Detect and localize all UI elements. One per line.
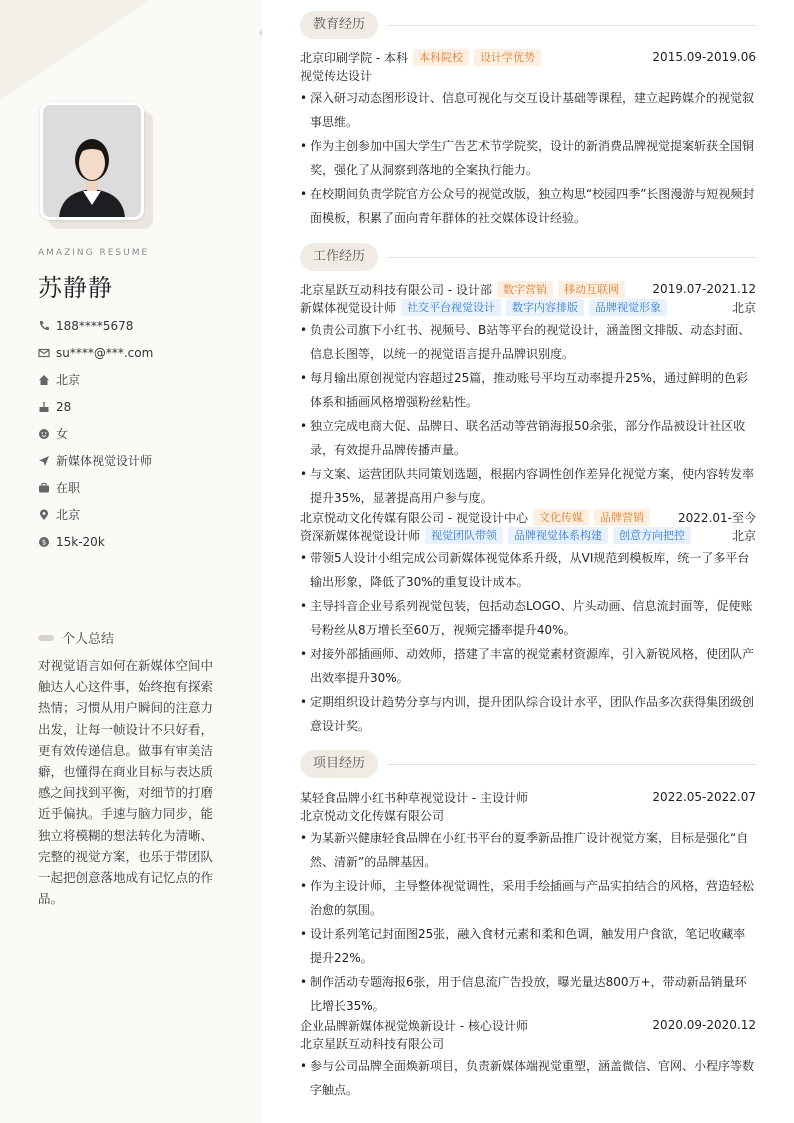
info-age-text: 28 — [56, 399, 72, 414]
school-name: 北京印刷学院 - 本科 — [300, 50, 408, 65]
company-tag: 文化传媒 — [533, 509, 589, 526]
job-date: 2022.01-至今 — [678, 510, 756, 525]
info-age — [38, 393, 153, 420]
contact-info-list — [38, 312, 153, 555]
list-item: • 定期组织设计趋势分享与内训，提升团队综合设计水平，团队作品多次获得集团级创意设计奖。 — [300, 690, 756, 738]
company-tag: 品牌营销 — [594, 509, 650, 526]
info-gender-text: 女 — [56, 427, 69, 441]
company-name: 北京星跃互动科技有限公司 - 设计部 — [300, 282, 492, 297]
resume-tagline: AMAZING RESUME — [38, 248, 150, 258]
project-date: 2022.05-2022.07 — [652, 790, 756, 804]
job-city: 北京 — [731, 300, 756, 315]
info-gender — [38, 420, 153, 447]
job-bullets — [300, 546, 756, 738]
work-entry — [300, 508, 756, 738]
gender-icon — [38, 428, 50, 440]
info-position — [38, 447, 153, 474]
role-tag: 品牌视觉形象 — [589, 299, 667, 316]
education-date: 2015.09-2019.06 — [652, 50, 756, 64]
work-entry — [300, 280, 756, 510]
home-icon — [38, 374, 50, 386]
list-item: • 深入研习动态图形设计、信息可视化与交互设计基础等课程，建立起跨媒介的视觉叙事思维。 — [300, 86, 756, 134]
job-city: 北京 — [731, 528, 756, 543]
list-item: • 对接外部插画师、动效师，搭建了丰富的视觉素材资源库，引入新锐风格，使团队产出效率提升30%。 — [300, 642, 756, 690]
info-email-text: su****@***.com — [56, 345, 154, 360]
list-item: • 独立完成电商大促、品牌日、联名活动等营销海报50余张，部分作品被设计社区收录，有效提升品牌传播声量。 — [300, 414, 756, 462]
info-position-text: 新媒体视觉设计师 — [56, 454, 153, 468]
company-name: 北京悦动文化传媒有限公司 - 视觉设计中心 — [300, 510, 528, 525]
list-item: • 在校期间负责学院官方公众号的视觉改版，独立构思“校园四季”长图漫游与短视频封面模板，积累了面向青年群体的社交媒体设计经验。 — [300, 182, 756, 230]
decorative-corner — [0, 0, 262, 110]
projects-section-header — [300, 750, 756, 778]
avatar — [40, 102, 154, 230]
role-tag: 视觉团队带领 — [425, 527, 503, 544]
project-bullets — [300, 1054, 756, 1102]
project-name: 某轻食品牌小红书种草视觉设计 - 主设计师 — [300, 790, 528, 805]
list-item: • 与文案、运营团队共同策划选题，根据内容调性创作差异化视觉方案，使内容转发率提升35%，显著提高用户参与度。 — [300, 462, 756, 510]
info-phone — [38, 312, 153, 339]
job-bullets — [300, 318, 756, 510]
section-divider — [388, 764, 756, 765]
job-role: 资深新媒体视觉设计师 — [300, 528, 421, 543]
location-pin-icon — [38, 509, 50, 521]
info-home — [38, 366, 153, 393]
project-company: 北京悦动文化传媒有限公司 — [300, 808, 445, 823]
section-divider — [388, 25, 756, 26]
education-section-header — [300, 11, 756, 39]
info-home-text: 北京 — [56, 373, 81, 387]
education-entry — [300, 48, 756, 230]
list-item: • 主导抖音企业号系列视觉包装，包括动态LOGO、片头动画、信息流封面等，促使账号粉丝从8万增长至60万，视频完播率提升40%。 — [300, 594, 756, 642]
salary-icon — [38, 536, 50, 548]
project-date: 2020.09-2020.12 — [652, 1018, 756, 1032]
project-entry — [300, 1016, 756, 1102]
list-item: • 作为主创参加中国大学生广告艺术节学院奖，设计的新消费品牌视觉提案斩获全国铜奖，强化了从洞察到落地的全案执行能力。 — [300, 134, 756, 182]
info-email — [38, 339, 153, 366]
role-tag: 数字内容排版 — [506, 299, 584, 316]
list-item: • 每月输出原创视觉内容超过25篇，推动账号平均互动率提升25%，通过鲜明的色彩体系和插画风格增强粉丝粘性。 — [300, 366, 756, 414]
company-tag: 数字营销 — [497, 281, 553, 298]
role-tag: 品牌视觉体系构建 — [508, 527, 608, 544]
project-entry — [300, 788, 756, 1018]
school-tag: 本科院校 — [413, 49, 469, 66]
major: 视觉传达设计 — [300, 68, 373, 83]
projects-title: 项目经历 — [300, 750, 378, 778]
list-item: • 制作活动专题海报6张，用于信息流广告投放，曝光量达800万+，带动新品销量环比增长35%。 — [300, 970, 756, 1018]
job-date: 2019.07-2021.12 — [652, 282, 756, 296]
summary-heading-bar — [38, 635, 54, 641]
education-bullets — [300, 86, 756, 230]
list-item: • 带领5人设计小组完成公司新媒体视觉体系升级，从VI规范到模板库，统一了多平台输出形象，降低了30%的重复设计成本。 — [300, 546, 756, 594]
work-section-header — [300, 243, 756, 271]
list-item: • 负责公司旗下小红书、视频号、B站等平台的视觉设计，涵盖图文排版、动态封面、信息长图等，以统一的视觉语言提升品牌识别度。 — [300, 318, 756, 366]
role-tag: 社交平台视觉设计 — [401, 299, 501, 316]
info-status — [38, 474, 153, 501]
briefcase-icon — [38, 482, 50, 494]
project-bullets — [300, 826, 756, 1018]
summary-heading — [38, 628, 114, 647]
info-salary-text: 15k-20k — [56, 534, 105, 549]
list-item: • 设计系列笔记封面图25张，融入食材元素和柔和色调，触发用户食欲，笔记收藏率提升22%。 — [300, 922, 756, 970]
list-item: • 为某新兴健康轻食品牌在小红书平台的夏季新品推广设计视觉方案，目标是强化“自然、清新”的品牌基因。 — [300, 826, 756, 874]
send-icon — [38, 455, 50, 467]
sidebar — [0, 0, 262, 1123]
company-tag: 移动互联网 — [558, 281, 625, 298]
info-salary — [38, 528, 153, 555]
portrait-icon — [43, 105, 141, 217]
mail-icon — [38, 347, 50, 359]
job-role: 新媒体视觉设计师 — [300, 300, 397, 315]
list-item: • 参与公司品牌全面焕新项目，负责新媒体端视觉重塑，涵盖微信、官网、小程序等数字触点。 — [300, 1054, 756, 1102]
info-location-text: 北京 — [56, 508, 81, 522]
summary-title: 个人总结 — [62, 632, 115, 647]
work-title: 工作经历 — [300, 243, 378, 271]
list-item: • 作为主设计师，主导整体视觉调性，采用手绘插画与产品实拍结合的风格，营造轻松治愈的氛围。 — [300, 874, 756, 922]
info-location — [38, 501, 153, 528]
school-tag: 设计学优势 — [474, 49, 541, 66]
summary-text: 对视觉语言如何在新媒体空间中触达人心这件事，始终抱有探索热情；习惯从用户瞬间的注意力出发，让每一帧设计不只好看，更有效传递信息。做事有审美洁癖，也懂得在商业目标与表达质感之间找到平衡，对细节的打磨近乎偏执。手速与脑力同步，能独立将模糊的想法转化为清晰、完整的视觉方案，也乐于带团队一起把创意落地成有记忆点的作品。 — [38, 658, 214, 907]
info-phone-text: 188****5678 — [56, 318, 134, 333]
svg-text:$: $ — [41, 538, 47, 547]
cake-icon — [38, 401, 50, 413]
project-company: 北京星跃互动科技有限公司 — [300, 1036, 445, 1051]
info-status-text: 在职 — [56, 481, 81, 495]
education-title: 教育经历 — [300, 11, 378, 39]
section-divider — [388, 257, 756, 258]
candidate-name: 苏静静 — [38, 274, 113, 302]
project-name: 企业品牌新媒体视觉焕新设计 - 核心设计师 — [300, 1018, 528, 1033]
phone-icon — [38, 320, 50, 332]
role-tag: 创意方向把控 — [613, 527, 691, 544]
